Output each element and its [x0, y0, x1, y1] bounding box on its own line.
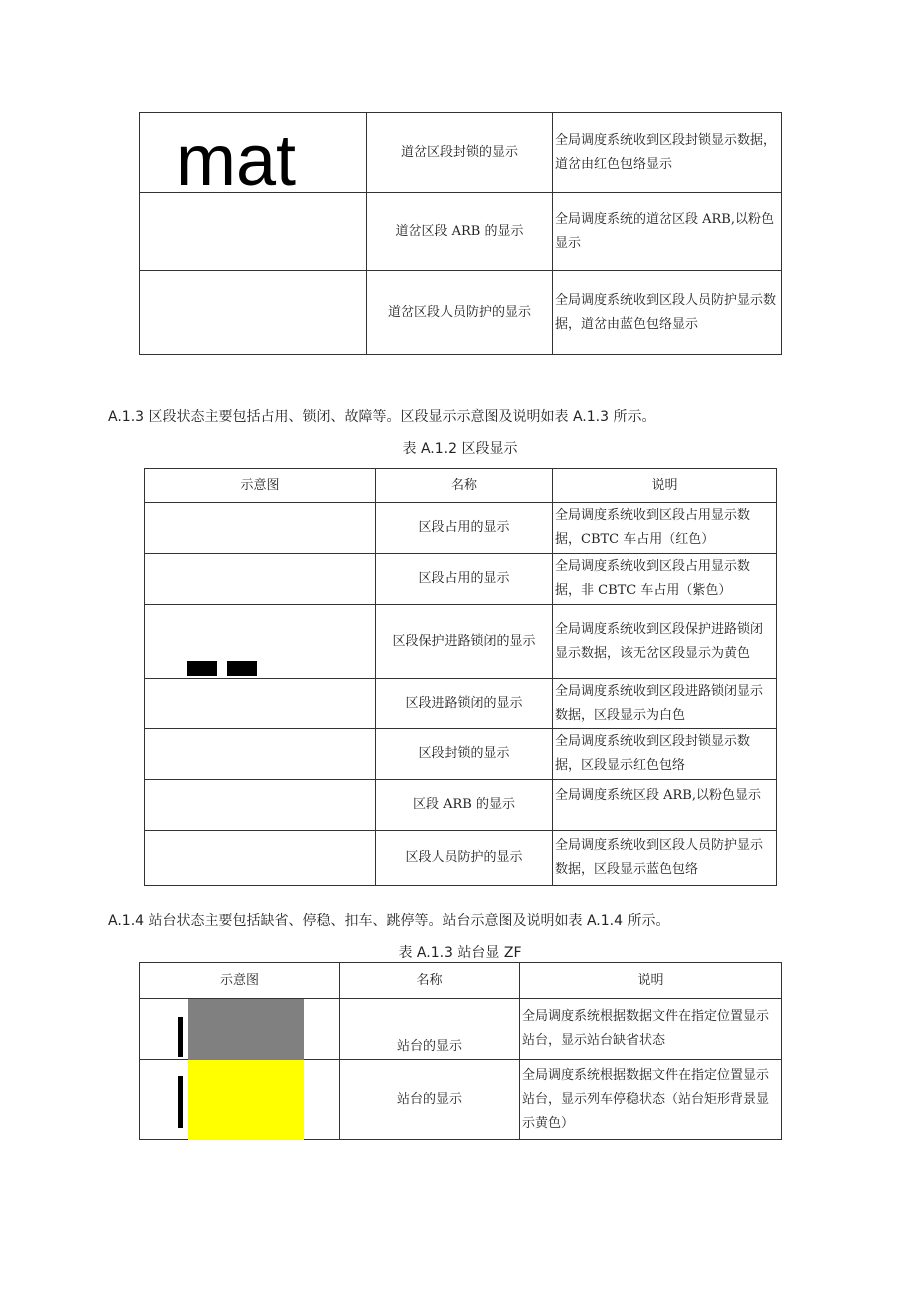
diagram-cell [140, 113, 367, 201]
desc-cell: 全局调度系统收到区段占用显示数据，CBTC 车占用（红色） [553, 503, 777, 554]
table-section-display [144, 468, 777, 886]
name-cell: 区段占用的显示 [376, 554, 553, 605]
header-diagram: 示意图 [145, 469, 376, 503]
diagram-cell [145, 554, 376, 605]
desc-cell: 全局调度系统收到区段保护进路锁闭显示数据，该无岔区段显示为黄色 [553, 605, 777, 679]
desc-cell: 全局调度系统区段 ARB,以粉色显示 [553, 780, 777, 831]
name-cell: 道岔区段人员防护的显示 [367, 271, 553, 355]
diagram-cell [145, 605, 376, 679]
table-row [145, 503, 777, 554]
table-row [140, 999, 782, 1060]
table-row [145, 729, 777, 780]
table-row [140, 271, 782, 355]
table-row [145, 554, 777, 605]
diagram-cell [145, 729, 376, 780]
paragraph-a14: A.1.4 站台状态主要包括缺省、停稳、扣车、跳停等。站台示意图及说明如表 A.1.4 所示。 [108, 913, 670, 929]
table-row [145, 831, 777, 886]
header-desc: 说明 [553, 469, 777, 503]
diagram-cell [145, 503, 376, 554]
name-cell: 站台的显示 [340, 1060, 520, 1140]
desc-cell: 全局调度系统收到区段人员防护显示数据，区段显示蓝色包络 [553, 831, 777, 886]
caption-table2: 表 A.1.2 区段显示 [402, 441, 518, 457]
platform-edge-bar [178, 1076, 183, 1128]
diagram-cell [140, 193, 367, 271]
desc-cell: 全局调度系统收到区段人员防护显示数据，道岔由蓝色包络显示 [553, 271, 782, 355]
platform-edge-bar [178, 1017, 183, 1057]
table-row [140, 1060, 782, 1140]
table-row [145, 780, 777, 831]
paragraph-a13: A.1.3 区段状态主要包括占用、锁闭、故障等。区段显示示意图及说明如表 A.1.3 所示。 [108, 409, 656, 425]
diagram-cell [140, 999, 340, 1060]
diagram-cell [140, 271, 367, 355]
name-cell: 区段封锁的显示 [376, 729, 553, 780]
diagram-cell [145, 679, 376, 729]
diagram-cell [140, 1060, 340, 1140]
section-block-right [227, 661, 257, 676]
table-row [140, 193, 782, 271]
desc-cell: 全局调度系统根据数据文件在指定位置显示站台，显示列车停稳状态（站台矩形背景显示黄色） [520, 1060, 782, 1140]
name-cell: 区段进路锁闭的显示 [376, 679, 553, 729]
desc-cell: 全局调度系统收到区段进路锁闭显示数据，区段显示为白色 [553, 679, 777, 729]
name-cell: 区段保护进路锁闭的显示 [376, 605, 553, 679]
header-name: 名称 [376, 469, 553, 503]
header-name: 名称 [340, 963, 520, 999]
section-block-left [187, 661, 217, 676]
diagram-cell [145, 780, 376, 831]
header-desc: 说明 [520, 963, 782, 999]
caption-table3: 表 A.1.3 站台显 ZF [398, 945, 522, 961]
table-header-row [145, 469, 777, 503]
desc-cell: 全局调度系统收到区段占用显示数据，非 CBTC 车占用（紫色） [553, 554, 777, 605]
name-cell: 区段占用的显示 [376, 503, 553, 554]
name-cell: 道岔区段封锁的显示 [367, 113, 553, 193]
name-cell: 区段人员防护的显示 [376, 831, 553, 886]
desc-cell: 全局调度系统收到区段封锁显示数据，区段显示红色包络 [553, 729, 777, 780]
name-cell: 区段 ARB 的显示 [376, 780, 553, 831]
table-row [145, 605, 777, 679]
table-row [145, 679, 777, 729]
table-platform-display [139, 962, 782, 1140]
table-switch-display [139, 112, 782, 355]
diagram-image-text: mat [176, 121, 297, 201]
table-header-row [140, 963, 782, 999]
platform-rect-default [188, 999, 304, 1060]
platform-rect-stopped [188, 1060, 304, 1140]
desc-cell: 全局调度系统收到区段封锁显示数据，道岔由红色包络显示 [553, 113, 782, 193]
header-diagram: 示意图 [140, 963, 340, 999]
desc-cell: 全局调度系统根据数据文件在指定位置显示站台，显示站台缺省状态 [520, 999, 782, 1060]
table-row [140, 113, 782, 193]
name-cell: 道岔区段 ARB 的显示 [367, 193, 553, 271]
diagram-cell [145, 831, 376, 886]
name-cell: 站台的显示 [340, 999, 520, 1060]
desc-cell: 全局调度系统的道岔区段 ARB,以粉色显示 [553, 193, 782, 271]
